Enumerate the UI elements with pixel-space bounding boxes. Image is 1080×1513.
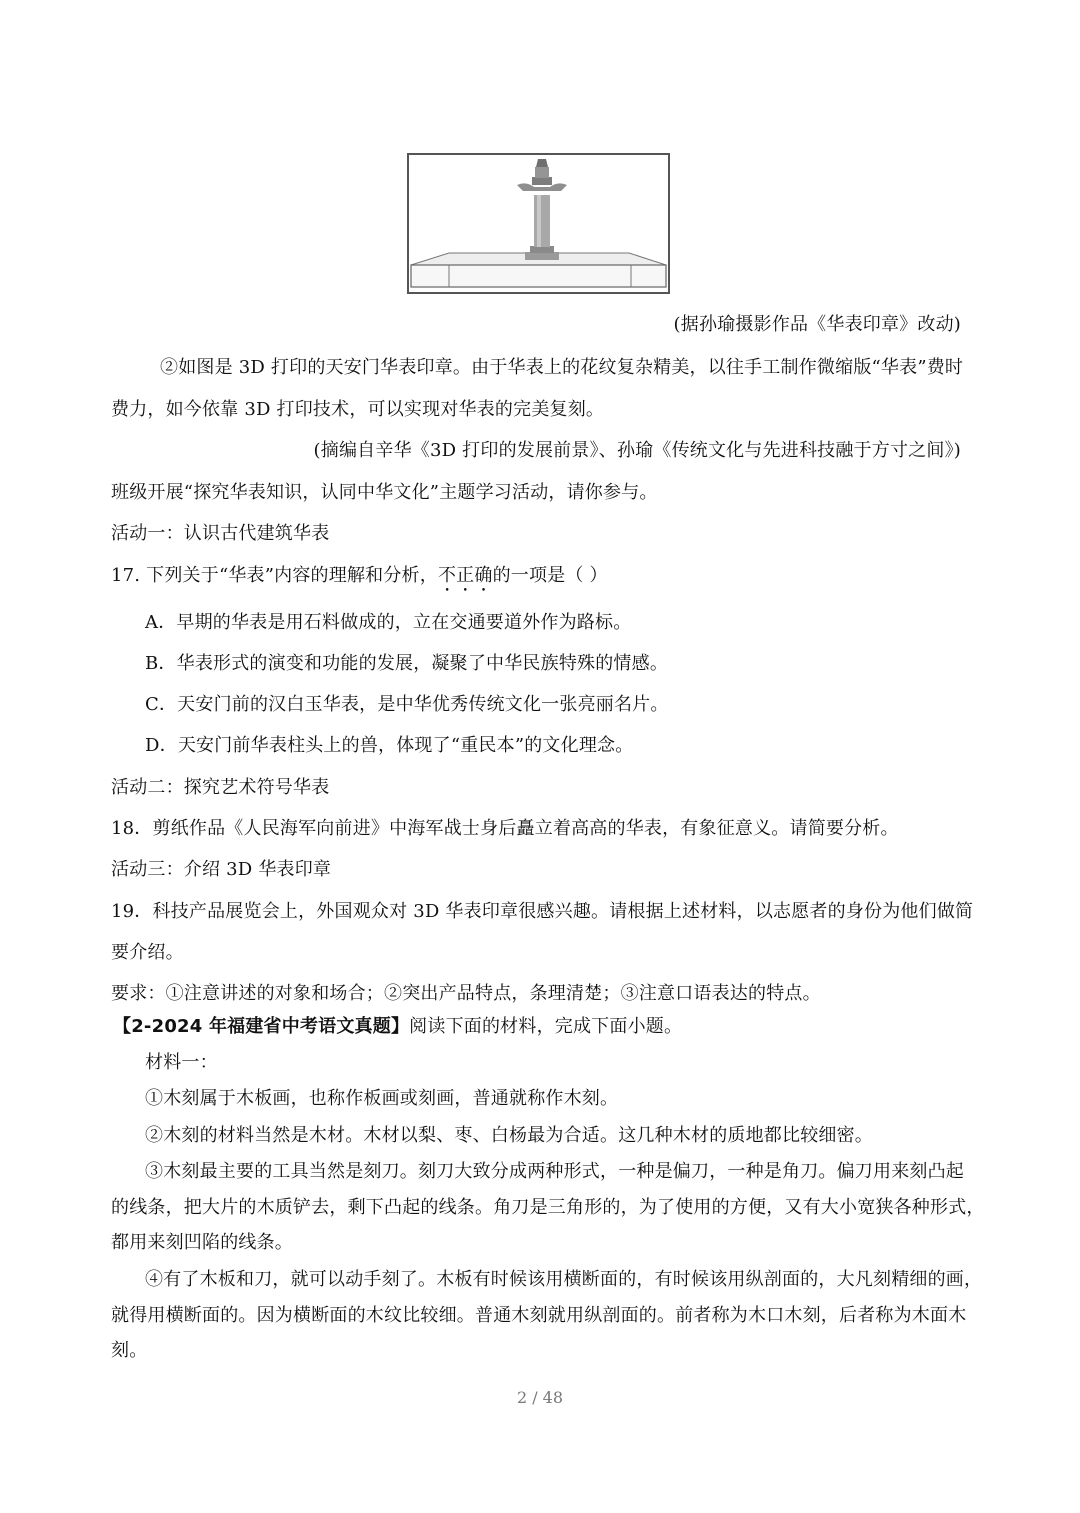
page-number: 2 / 48: [516, 1388, 564, 1407]
material-1-paragraph-3-line-3: 都用来刻凹陷的线条。: [111, 1232, 293, 1253]
section-2-header-label: 【2-2024 年福建省中考语文真题】: [113, 1016, 410, 1037]
material-1-paragraph-3-line-2: 的线条，把大片的木质铲去，剩下凸起的线条。角刀是三角形的，为了使用的方便，又有大小宽狭各种形式，: [111, 1197, 985, 1218]
question-17-stem-before: 17. 下列关于“华表”内容的理解和分析，: [111, 565, 438, 586]
question-19-line-1: 19．科技产品展览会上，外国观众对 3D 华表印章很感兴趣。请根据上述材料，以志愿者的身份为他们做简: [111, 901, 974, 922]
source-citation: (摘编自辛华《3D 打印的发展前景》、孙瑜《传统文化与先进科技融于方寸之间》): [313, 440, 961, 461]
question-18: 18．剪纸作品《人民海军向前进》中海军战士身后矗立着高高的华表，有象征意义。请简要分析。: [111, 818, 899, 839]
question-19-requirement: 要求：①注意讲述的对象和场合；②突出产品特点，条理清楚；③注意口语表达的特点。: [111, 983, 821, 1004]
question-17-stem-emphasis: 不正确: [437, 565, 493, 586]
material-1-paragraph-4-line-3: 刻。: [111, 1340, 148, 1361]
activity-1-heading: 活动一：认识古代建筑华表: [111, 523, 330, 544]
material-1-paragraph-3-line-1: ③木刻最主要的工具当然是刻刀。刻刀大致分成两种形式，一种是偏刀，一种是角刀。偏刀用来刻凸起: [145, 1161, 964, 1182]
material-1-label: 材料一：: [145, 1052, 218, 1073]
question-17-option-b: B．华表形式的演变和功能的发展，凝聚了中华民族特殊的情感。: [145, 653, 669, 674]
material-1-paragraph-1: ①木刻属于木板画，也称作板画或刻画，普通就称作木刻。: [145, 1088, 619, 1109]
paragraph-2-line-2: 费力，如今依靠 3D 打印技术，可以实现对华表的完美复刻。: [111, 399, 605, 420]
activity-2-heading: 活动二：探究艺术符号华表: [111, 777, 330, 798]
question-19-line-2: 要介绍。: [111, 942, 184, 963]
question-17-option-c: C．天安门前的汉白玉华表，是中华优秀传统文化一张亮丽名片。: [145, 694, 669, 715]
question-17-stem-after: 的一项是（ ）: [492, 565, 608, 586]
figure-caption: (据孙瑜摄影作品《华表印章》改动): [673, 314, 961, 335]
activity-intro: 班级开展“探究华表知识，认同中华文化”主题学习活动，请你参与。: [111, 482, 658, 503]
huabiao-seal-image: [409, 155, 668, 292]
material-1-paragraph-4-line-2: 就得用横断面的。因为横断面的木纹比较细。普通木刻就用纵剖面的。前者称为木口木刻，后者称为木面木: [111, 1305, 967, 1326]
question-17-stem: [111, 564, 971, 596]
question-17-option-a: A．早期的华表是用石料做成的，立在交通要道外作为路标。: [145, 612, 632, 633]
activity-3-heading: 活动三：介绍 3D 华表印章: [111, 859, 332, 880]
paragraph-2-line-1: ②如图是 3D 打印的天安门华表印章。由于华表上的花纹复杂精美，以往手工制作微缩版“华表”费时: [160, 357, 964, 378]
section-2-header-instruction: 阅读下面的材料，完成下面小题。: [409, 1016, 683, 1037]
question-17-option-d: D．天安门前华表柱头上的兽，体现了“重民本”的文化理念。: [145, 735, 634, 756]
material-1-paragraph-2: ②木刻的材料当然是木材。木材以梨、枣、白杨最为合适。这几种木材的质地都比较细密。: [145, 1125, 873, 1146]
section-2-header: [113, 1015, 973, 1039]
huabiao-seal-figure: [407, 153, 670, 294]
material-1-paragraph-4-line-1: ④有了木板和刀，就可以动手刻了。木板有时候该用横断面的，有时候该用纵剖面的，大凡刻精细的画，: [145, 1269, 983, 1290]
